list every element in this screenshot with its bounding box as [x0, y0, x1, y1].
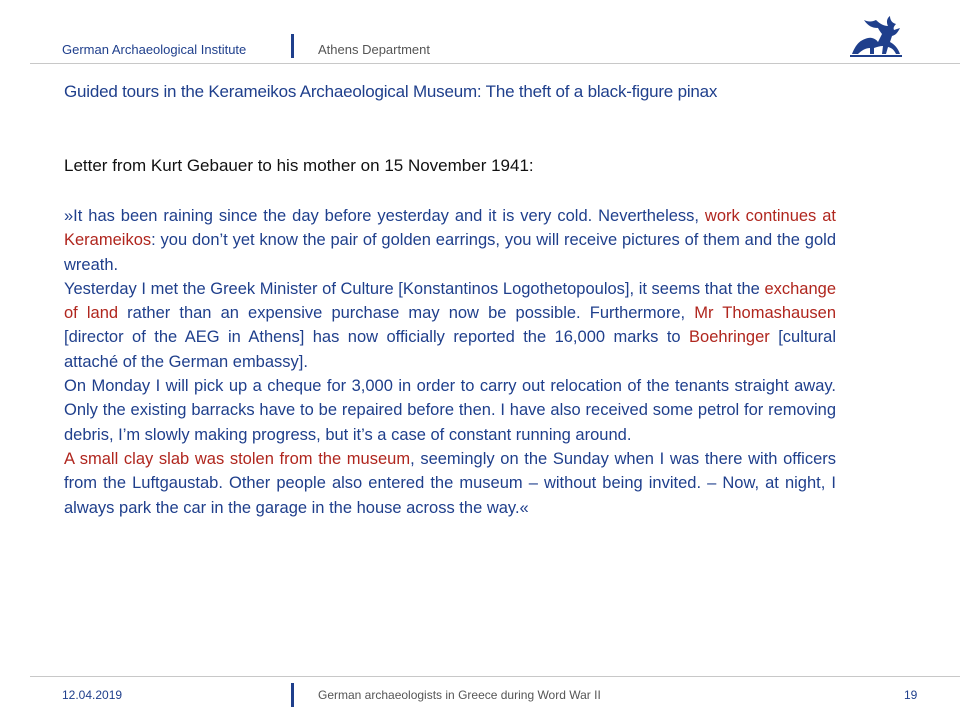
- letter-text: Yesterday I met the Greek Minister of Culture [Konstantinos Logothetopoulos], it seems that the: [64, 279, 765, 298]
- header-department: Athens Department: [318, 42, 431, 57]
- griffin-logo-icon: [846, 14, 906, 60]
- letter-paragraph: [64, 204, 836, 277]
- highlighted-text: A small clay slab was stolen from the museum: [64, 449, 411, 468]
- highlighted-text: Mr Thomashausen: [694, 304, 836, 323]
- highlighted-text: exchange of land: [64, 279, 836, 323]
- footer-divider: [291, 683, 294, 707]
- letter-paragraph: [64, 447, 836, 520]
- highlighted-text: work continues at Kerameikos: [64, 207, 836, 250]
- letter-heading: Letter from Kurt Gebauer to his mother on 15 November 1941:: [64, 156, 534, 175]
- letter-paragraph: [64, 277, 836, 374]
- letter-text: [director of the AEG in Athens] has now officially reported the 16,000 marks to: [64, 328, 690, 347]
- letter-text: »It has been raining since the day before yesterday and it is very cold. Nevertheless,: [64, 207, 705, 225]
- header-institute: German Archaeological Institute: [62, 42, 247, 57]
- footer-caption: German archaeologists in Greece during Word War II: [318, 688, 601, 702]
- letter-text: [cultural attaché of the German embassy].: [64, 328, 836, 371]
- header-divider: [291, 34, 294, 58]
- letter-text: : you don’t yet know the pair of golden earrings, you will receive pictures of them and the gold wreath.: [64, 231, 836, 274]
- letter-text: , seemingly on the Sunday when I was there with officers from the Luftgaustab. Other people also entered the museum – without being invited. – Now, at night, I always park the car in the garage in the house across the way.«: [64, 449, 837, 517]
- highlighted-text: Boehringer: [689, 328, 770, 347]
- header-rule: [30, 63, 960, 64]
- letter-text: On Monday I will pick up a cheque for 3,000 in order to carry out relocation of the tenants straight away. Only the existing barracks have to be repaired before then. I have also received some petrol for removing debris, I’m slowly making progress, but it’s a case of constant running around.: [64, 377, 836, 444]
- letter-body: [64, 204, 836, 520]
- footer-rule: [30, 676, 960, 677]
- footer-date: 12.04.2019: [62, 688, 123, 702]
- letter-text: rather than an expensive purchase may now be possible. Furthermore,: [118, 304, 695, 323]
- page-number: 19: [904, 688, 918, 702]
- letter-paragraph: [64, 374, 836, 447]
- slide-title: Guided tours in the Kerameikos Archaeological Museum: The theft of a black-figure pinax: [64, 82, 718, 101]
